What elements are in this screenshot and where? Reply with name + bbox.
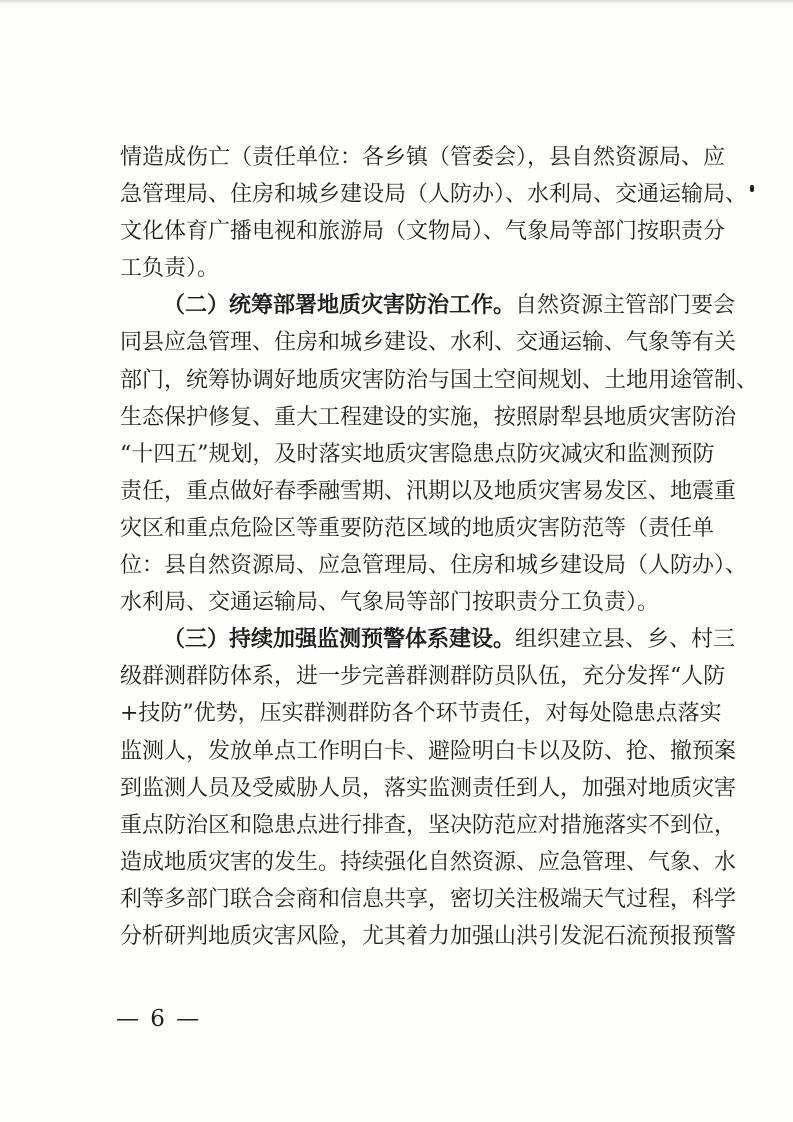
- section-three-text: 组织建立县、乡、村三: [515, 627, 736, 653]
- text-line: 工负责）。: [120, 256, 220, 282]
- text-line: 造成地质灾害的发生。持续强化自然资源、应急管理、气象、水: [120, 849, 737, 875]
- text-line: 急管理局、住房和城乡建设局（人防办）、水利局、交通运输局、: [120, 182, 748, 208]
- section-three-first-line: [120, 621, 736, 658]
- text-line: 责任，重点做好春季融雪期、汛期以及地质灾害易发区、地震重: [120, 478, 737, 504]
- text-line: 同县应急管理、住房和城乡建设、水利、交通运输、气象等有关: [120, 330, 737, 356]
- text-line: “十四五”规划，及时落实地质灾害隐患点防灾减灾和监测预防: [120, 441, 715, 467]
- text-line: 利等多部门联合会商和信息共享，密切关注极端天气过程，科学: [120, 886, 737, 912]
- text-line: 到监测人员及受威胁人员，落实监测责任到人，加强对地质灾害: [120, 775, 737, 801]
- text-line: +技防”优势，压实群测群防各个环节责任，对每处隐患点落实: [120, 701, 722, 727]
- scan-top-edge: [0, 0, 793, 4]
- section-two-heading: （二）统筹部署地质灾害防治工作。: [163, 292, 516, 319]
- text-line: 重点防治区和隐患点进行排查，坚决防范应对措施落实不到位，: [120, 812, 737, 838]
- text-line: 监测人，发放单点工作明白卡、避险明白卡以及防、抢、撤预案: [120, 738, 737, 764]
- text-line: 生态保护修复、重大工程建设的实施，按照尉犁县地质灾害防治: [120, 404, 737, 430]
- section-two-text: 自然资源主管部门要会: [515, 293, 736, 319]
- margin-mark: [750, 185, 754, 192]
- section-two-first-line: [120, 287, 736, 324]
- text-line: 水利局、交通运输局、气象局等部门按职责分工负责）。: [120, 590, 660, 616]
- text-line: 位：县自然资源局、应急管理局、住房和城乡建设局（人防办）、: [120, 553, 748, 579]
- document-body: [120, 139, 759, 955]
- text-line: 部门，统筹协调好地质灾害防治与国土空间规划、土地用途管制、: [120, 367, 759, 393]
- text-line: 级群测群防体系，进一步完善群测群防员队伍，充分发挥“人防: [120, 664, 726, 690]
- page-number: — 6 —: [116, 1006, 202, 1032]
- text-line: 灾区和重点危险区等重要防范区域的地质灾害防范等（责任单: [120, 515, 715, 541]
- text-line: 分析研判地质灾害风险，尤其着力加强山洪引发泥石流预报预警: [120, 923, 737, 949]
- text-line: 情造成伤亡（责任单位：各乡镇（管委会），县自然资源局、应: [120, 145, 726, 170]
- section-three-heading: （三）持续加强监测预警体系建设。: [163, 626, 516, 653]
- text-line: 文化体育广播电视和旅游局（文物局）、气象局等部门按职责分: [120, 219, 726, 245]
